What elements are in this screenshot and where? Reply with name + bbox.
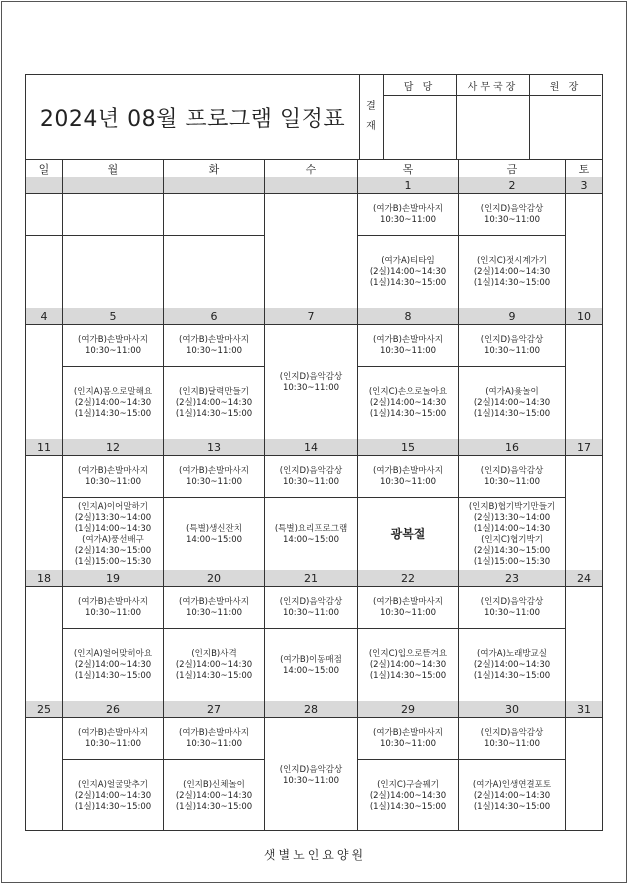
event-line: 10:30~11:00 (282, 476, 340, 487)
event-line: (2실)14:00~14:30 (473, 660, 551, 670)
morning-program-cell (63, 325, 164, 367)
event-line: 10:30~11:00 (185, 345, 243, 356)
week-body-5 (26, 718, 602, 831)
page-title: 2024년 08월 프로그램 일정표 (26, 75, 360, 159)
event-line: 10:30~11:00 (483, 345, 541, 356)
sign-role-secretary: 사무국장 (457, 75, 529, 96)
event-line: (2실)14:30~15:00 (74, 545, 152, 556)
date-cell: 31 (577, 702, 591, 716)
afternoon-program-cell (63, 760, 164, 831)
event-line: (인지B)사격 (191, 649, 237, 659)
event-line: (여가B)손발마사지 (179, 727, 249, 738)
event-line: 10:30~11:00 (483, 607, 541, 618)
event-line: 10:30~11:00 (185, 607, 243, 618)
date-cell: 12 (63, 439, 164, 455)
event-line: (여가B)손발마사지 (373, 203, 443, 214)
event-line: (1실)14:30~15:00 (74, 802, 152, 812)
event-line: (여가B)손발마사지 (78, 465, 148, 476)
afternoon-program-cell (164, 498, 265, 571)
event-line: (여가A)티타임 (381, 256, 435, 266)
event-line: (1실)15:00~15:30 (473, 556, 551, 567)
date-cell: 4 (26, 308, 63, 324)
afternoon-program-cell (164, 367, 265, 440)
event-line: (인지C)협기박기 (481, 534, 543, 545)
afternoon-program-cell (63, 629, 164, 702)
date-cell (26, 177, 63, 193)
event-line: (인지D)음악감상 (279, 764, 343, 775)
event-line: 14:00~15:00 (282, 534, 340, 545)
event-line: 10:30~11:00 (282, 382, 340, 393)
event-line: 10:30~11:00 (185, 738, 243, 749)
event-line: 10:30~11:00 (379, 738, 437, 749)
event-line: 10:30~11:00 (185, 476, 243, 487)
morning-program-cell (459, 718, 566, 760)
event-line: 10:30~11:00 (84, 738, 142, 749)
date-row-week-2 (26, 308, 602, 325)
event-line: (여가A)윷놀이 (485, 387, 539, 397)
weekday-3: 수 (265, 160, 358, 177)
morning-program-cell (459, 587, 566, 629)
event-line: (인지A)얼굴맞추기 (78, 780, 148, 790)
week-body-3 (26, 456, 602, 572)
date-cell: 21 (265, 570, 358, 586)
date-row-week-3 (26, 439, 602, 456)
event-line: (여가B)손발마사지 (179, 596, 249, 607)
event-line: 10:30~11:00 (483, 214, 541, 225)
event-line: (여가A)풍선배구 (82, 534, 144, 545)
sign-role-staff: 담 당 (383, 75, 456, 96)
event-line: (여가B)손발마사지 (78, 727, 148, 738)
event-line: (인지D)음악감상 (480, 596, 544, 607)
event-line: (1실)14:30~15:00 (175, 409, 253, 419)
footer-institution: 샛별노인요양원 (263, 848, 367, 862)
event-line: (인지D)음악감상 (480, 203, 544, 214)
afternoon-program-cell (63, 367, 164, 440)
weekday-1: 월 (63, 160, 164, 177)
date-cell: 1 (358, 177, 459, 193)
weekday-5: 금 (459, 160, 566, 177)
event-line: (1실)14:30~15:00 (175, 671, 253, 681)
event-line: (1실)14:00~14:30 (74, 523, 152, 534)
event-line: (여가B)손발마사지 (373, 727, 443, 738)
event-line: 10:30~11:00 (282, 607, 340, 618)
event-line: (인지B)신체놀이 (183, 780, 245, 790)
day-cell (566, 587, 602, 702)
approval-label-2: 재 (366, 121, 376, 132)
event-line: (인지B)협기박기만들기 (468, 501, 556, 512)
event-line: (여가A)인생연결포토 (472, 780, 552, 790)
date-cell (63, 177, 164, 193)
event-line: (1실)14:30~15:00 (473, 409, 551, 419)
event-line: (인지A)몸으로말해요 (73, 387, 153, 397)
week-body-2 (26, 325, 602, 441)
schedule-header (25, 74, 603, 160)
date-cell: 20 (164, 570, 265, 586)
morning-program-cell (164, 718, 265, 760)
afternoon-program-cell (459, 367, 566, 440)
sign-role-director: 원 장 (530, 75, 601, 96)
event-line: (2실)14:00~14:30 (175, 398, 253, 408)
date-cell (265, 177, 358, 193)
event-line: (2실)14:00~14:30 (74, 791, 152, 801)
afternoon-program-cell (459, 236, 566, 309)
weekday-6: 토 (578, 162, 590, 176)
event-line: (여가B)손발마사지 (373, 334, 443, 345)
event-line: (여가B)손발마사지 (78, 596, 148, 607)
approval-label-1: 결 (366, 101, 376, 112)
calendar-grid (25, 159, 603, 831)
event-line: (2실)13:30~14:00 (473, 512, 551, 523)
event-line: 10:30~11:00 (84, 607, 142, 618)
afternoon-program-cell (358, 498, 459, 571)
event-line: (2실)14:00~14:30 (473, 398, 551, 408)
morning-program-cell (26, 194, 63, 236)
date-cell: 27 (164, 701, 265, 717)
sign-box-director (530, 75, 601, 159)
afternoon-program-cell (164, 629, 265, 702)
date-cell: 15 (358, 439, 459, 455)
date-cell: 18 (26, 570, 63, 586)
event-line: (1실)14:30~15:00 (175, 802, 253, 812)
date-cell: 7 (265, 308, 358, 324)
date-cell: 17 (577, 440, 591, 454)
weekday-0: 일 (26, 160, 63, 177)
event-line: 14:00~15:00 (185, 534, 243, 545)
event-line: (인지D)음악감상 (279, 465, 343, 476)
date-cell: 26 (63, 701, 164, 717)
event-line: (인지D)음악감상 (279, 371, 343, 382)
event-line: (인지C)입으로뜯겨요 (368, 649, 448, 659)
event-line: (2실)14:00~14:30 (175, 660, 253, 670)
date-cell: 30 (459, 701, 566, 717)
date-cell: 8 (358, 308, 459, 324)
morning-program-cell (63, 587, 164, 629)
weekday-header-row (26, 160, 602, 178)
event-line: (1실)14:30~15:00 (369, 802, 447, 812)
afternoon-program-cell (164, 760, 265, 831)
day-cell (26, 456, 63, 571)
weekday-2: 화 (164, 160, 265, 177)
event-line: 10:30~11:00 (379, 607, 437, 618)
event-line: (2실)14:00~14:30 (74, 660, 152, 670)
morning-program-cell (265, 587, 358, 629)
event-line: (1실)14:30~15:00 (74, 409, 152, 419)
event-line: (여가B)손발마사지 (373, 596, 443, 607)
morning-program-cell (358, 456, 459, 498)
event-line: (1실)14:30~15:00 (473, 802, 551, 812)
day-cell (265, 194, 358, 309)
morning-program-cell (164, 456, 265, 498)
morning-program-cell (164, 194, 265, 236)
event-line: (특별)생신잔치 (186, 523, 242, 534)
morning-program-cell (265, 456, 358, 498)
week-body-1 (26, 194, 602, 310)
day-cell (566, 456, 602, 571)
event-line: (1실)14:00~14:30 (473, 523, 551, 534)
event-line: 10:30~11:00 (379, 476, 437, 487)
morning-program-cell (358, 587, 459, 629)
date-cell: 2 (459, 177, 566, 193)
event-line: (여가B)이동매점 (280, 654, 342, 665)
sign-box-staff (383, 75, 457, 159)
afternoon-program-cell (358, 760, 459, 831)
date-cell: 28 (265, 701, 358, 717)
afternoon-program-cell (459, 629, 566, 702)
date-cell: 22 (358, 570, 459, 586)
event-line: (여가A)노래방교실 (477, 649, 547, 659)
event-line: (인지D)음악감상 (279, 596, 343, 607)
event-line: (1실)14:30~15:00 (74, 671, 152, 681)
event-line: (1실)14:30~15:00 (369, 278, 447, 288)
afternoon-program-cell (358, 367, 459, 440)
date-cell: 25 (26, 701, 63, 717)
event-line: (인지C)젓시계가기 (476, 256, 548, 266)
date-row-week-5 (26, 701, 602, 718)
date-cell: 14 (265, 439, 358, 455)
date-cell: 29 (358, 701, 459, 717)
date-cell: 19 (63, 570, 164, 586)
day-cell (265, 325, 358, 440)
event-line: (1실)14:30~15:00 (369, 671, 447, 681)
sign-box-secretary (457, 75, 530, 159)
date-cell: 6 (164, 308, 265, 324)
morning-program-cell (459, 456, 566, 498)
event-line: (인지C)구슬꿰기 (377, 780, 439, 790)
date-cell: 9 (459, 308, 566, 324)
afternoon-program-cell (164, 236, 265, 309)
date-cell: 10 (577, 309, 591, 323)
day-cell (265, 718, 358, 831)
event-line: (1실)14:30~15:00 (473, 671, 551, 681)
day-cell (26, 587, 63, 702)
date-cell: 13 (164, 439, 265, 455)
event-line: (2실)14:00~14:30 (74, 398, 152, 408)
date-cell: 11 (26, 439, 63, 455)
date-cell: 16 (459, 439, 566, 455)
afternoon-program-cell (63, 236, 164, 309)
weekday-4: 목 (358, 160, 459, 177)
event-line: (여가B)손발마사지 (179, 465, 249, 476)
date-row-week-4 (26, 570, 602, 587)
week-body-4 (26, 587, 602, 703)
morning-program-cell (63, 456, 164, 498)
event-line: (2실)14:00~14:30 (369, 267, 447, 277)
approval-label (359, 75, 384, 159)
event-line: 10:30~11:00 (84, 476, 142, 487)
date-cell: 24 (577, 571, 591, 585)
event-line: (2실)14:00~14:30 (175, 791, 253, 801)
afternoon-program-cell (358, 629, 459, 702)
date-row-week-1 (26, 177, 602, 194)
event-line: (1실)14:30~15:00 (473, 278, 551, 288)
date-cell: 3 (580, 178, 588, 192)
event-line: 10:30~11:00 (483, 738, 541, 749)
afternoon-program-cell (358, 236, 459, 309)
event-line: (2실)14:00~14:30 (369, 791, 447, 801)
day-cell (566, 718, 602, 831)
date-cell (164, 177, 265, 193)
event-line: (2실)14:00~14:30 (473, 267, 551, 277)
event-line: (인지C)손으로놀아요 (368, 387, 448, 397)
morning-program-cell (459, 325, 566, 367)
event-line: (2실)13:30~14:00 (74, 512, 152, 523)
holiday-label: 광복절 (390, 527, 426, 541)
day-cell (26, 718, 63, 831)
event-line: (1실)14:30~15:00 (369, 409, 447, 419)
morning-program-cell (358, 194, 459, 236)
event-line: (인지A)이어말하기 (78, 501, 148, 512)
event-line: (특별)요리프로그램 (274, 523, 348, 534)
morning-program-cell (358, 325, 459, 367)
date-cell: 23 (459, 570, 566, 586)
event-line: (인지A)얼어맞히아요 (73, 649, 153, 659)
event-line: (1실)15:00~15:30 (74, 556, 152, 567)
date-cell: 5 (63, 308, 164, 324)
day-cell (566, 194, 602, 309)
event-line: (2실)14:00~14:30 (473, 791, 551, 801)
event-line: (2실)14:00~14:30 (369, 398, 447, 408)
event-line: (인지D)음악감상 (480, 727, 544, 738)
event-line: (여가B)손발마사지 (179, 334, 249, 345)
morning-program-cell (358, 718, 459, 760)
event-line: (인지D)음악감상 (480, 465, 544, 476)
event-line: (인지B)달력만들기 (179, 387, 249, 397)
afternoon-program-cell (26, 236, 63, 309)
morning-program-cell (63, 194, 164, 236)
day-cell (26, 325, 63, 440)
afternoon-program-cell (265, 629, 358, 702)
event-line: 10:30~11:00 (282, 775, 340, 786)
event-line: 10:30~11:00 (84, 345, 142, 356)
morning-program-cell (164, 325, 265, 367)
event-line: 10:30~11:00 (483, 476, 541, 487)
event-line: (2실)14:30~15:00 (473, 545, 551, 556)
event-line: 14:00~15:00 (282, 665, 340, 676)
event-line: 10:30~11:00 (379, 214, 437, 225)
afternoon-program-cell (265, 498, 358, 571)
morning-program-cell (459, 194, 566, 236)
event-line: (여가B)손발마사지 (373, 465, 443, 476)
afternoon-program-cell (459, 760, 566, 831)
day-cell (566, 325, 602, 440)
event-line: (여가B)손발마사지 (78, 334, 148, 345)
afternoon-program-cell (459, 498, 566, 571)
afternoon-program-cell (63, 498, 164, 571)
event-line: (인지D)음악감상 (480, 334, 544, 345)
morning-program-cell (164, 587, 265, 629)
morning-program-cell (63, 718, 164, 760)
event-line: (2실)14:00~14:30 (369, 660, 447, 670)
event-line: 10:30~11:00 (379, 345, 437, 356)
